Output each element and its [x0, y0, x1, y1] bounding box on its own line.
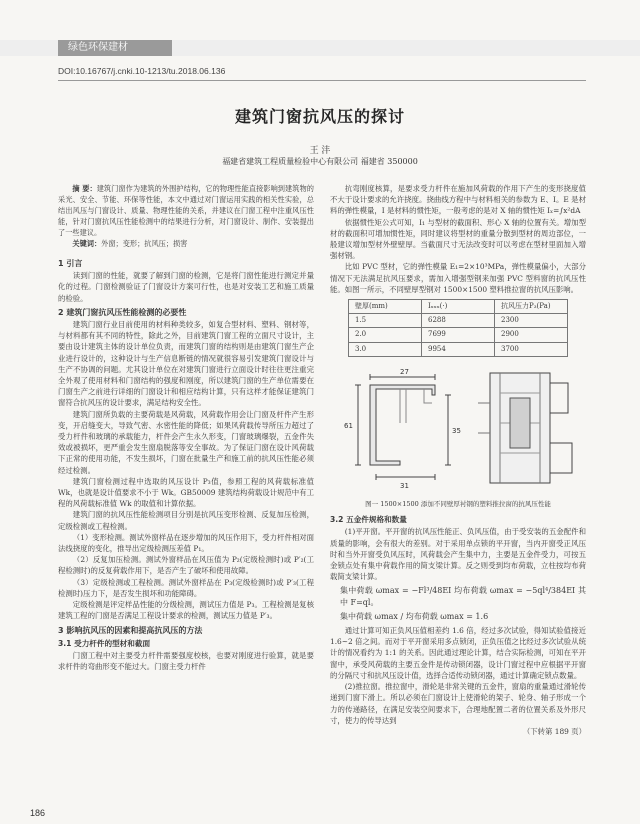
paragraph: 门窗工程中对主要受力杆件需要强度校核，也要对刚度进行验算，就是要求杆件的弯曲形变不能过大。门窗主受力杆件: [58, 650, 314, 672]
continued-note: （下转第 189 页）: [522, 726, 586, 736]
profile-cross-section-figure: [340, 363, 600, 495]
table-cell: 2.0: [349, 328, 422, 342]
paragraph: 建筑门窗的抗风压性能检测项目分别是抗风压变形检测、反复加压检测，定级检测或工程检测。: [58, 510, 314, 531]
table-cell: 9954: [422, 342, 495, 356]
table-header-cell: 壁厚(mm): [349, 300, 422, 314]
paragraph: 建筑门窗检测过程中选取的风压设计 P₃值，参照工程的风荷载标准值 Wk，也就是设计值要求不小于 Wk。GB50009 建筑结构荷载设计规范中有工程的风荷载标准值 Wk 的取值和计算依据。: [58, 476, 314, 509]
table-header-cell: 抗风压力P₃(Pa): [495, 300, 568, 314]
table-cell: 2900: [495, 328, 568, 342]
table-row: [349, 314, 568, 328]
table-cell: 7699: [422, 328, 495, 342]
equation: 集中荷载 ωmax / 均布荷载 ωmax = 1.6: [340, 611, 489, 621]
section-heading: 2 建筑门窗抗风压性能检测的必要性: [58, 307, 187, 317]
paragraph: 通过计算可知正负风压值相差约 1.6 倍，经过多次试验，得知试验值接近 1.6~2 倍之间。而对于平开窗采用多点锁闭，正负压值之比经过多次试验从统计的情况看约为 1:1 的关系。因此通过理论计算，结合实际检测，可知在平开窗中，承受风荷载的主要五金件是传动锁闭器，设计门窗过程中应根据平开窗的分隔尺寸和抗风压设计值，选择合适传动锁闭器，通过计算确定锁点数量。: [330, 626, 586, 680]
table-header-cell: Iₓₓₓ(·): [422, 300, 495, 314]
paragraph: 抗弯刚度核算，是要求受力杆件在施加风荷载的作用下产生的变形挠度值不大于设计要求的允许挠度。挠曲线方程中与材料相关的参数为 E、I。E 是材料的弹性模量，I 是材料的惯性矩，一般考虑的是对 X 轴的惯性矩 Iₓ=∫x²dA: [330, 184, 586, 216]
paragraph: （3）定级检测或工程检测。测试外窗样品在 P₃(定级检测时)或 P′₃(工程检测时)压力下，是否发生损坏和功能障碍。: [58, 577, 314, 598]
paragraph: 定级检测是评定样品性能的分级检测，测试压力值是 P₃。工程检测是复核建筑工程的门窗是否满足工程设计要求的检测，测试压力值是 P′₃。: [58, 600, 314, 621]
paragraph: 读到门窗的性能，就要了解到门窗的检测，它是将门窗性能进行测定并量化的过程。门窗检测验证了门窗设计方案可行性，也是对安装工艺和施工质量的检验。: [58, 271, 314, 303]
table-cell: 3.0: [349, 342, 422, 356]
table-cell: 2300: [495, 314, 568, 328]
paragraph: 建筑门窗所负载的主要荷载是风荷载，风荷载作用会让门窗及杆件产生形变，开启缝变大，导致气密、水密性能的降低；如果风荷载传导所压力超过了受力杆件和玻璃的承载能力，杆件会产生永久形变，门窗玻璃爆裂，五金件失效或被损坏，更严重会发生窗扇脱落等安全事故。为了保证门窗在设计风荷载下正常的使用功能，不发生损坏，门窗在批量生产和施工前的抗风压性能必须经过检测。: [58, 409, 314, 475]
section-tag: 绿色环保建材: [58, 40, 172, 56]
doi: DOI:10.16767/j.cnki.10-1213/tu.2018.06.136: [58, 66, 226, 76]
article-title: 建筑门窗抗风压的探讨: [234, 107, 405, 126]
subsection-heading: 3.1 受力杆件的型材和截面: [58, 638, 151, 648]
abstract-text: 建筑门窗作为建筑的外围护结构，它的物理性能直接影响到建筑物的采光、安全、节能、环保等性能，本文中通过对门窗运用实践的相关性实验，总结出风压与门窗设计、质量、物理性能的关系，并建议在门窗工程中注重风压性能，针对门窗抗风压性能检测中的结果进行分析，对门窗设计、制作、安装提出了一些建议。: [58, 184, 314, 237]
table-row: [349, 328, 568, 342]
data-table: [348, 299, 568, 357]
table-row: [349, 342, 568, 356]
paragraph: (1)平开窗。平开窗的抗风压性能正、负风压值，由于受安装的五金配件和质量的影响，会有很大的差别。对于采用单点锁的平开窗，当内开窗受正风压时和当外开窗受负风压时，风荷载会产生集中力，主要是五金件受力，可按五金锁点处有集中荷载作用的简支梁计算。反之则受到均布荷载，立柱按均布荷载简支梁计算。: [330, 527, 586, 582]
dim-label-top: 27: [400, 367, 409, 376]
page-number: 186: [30, 808, 46, 818]
abstract-label: 摘 要：: [72, 184, 97, 193]
left-column: [58, 183, 314, 672]
equation: 集中荷载 ωmax = −Fl³/48EI 均布荷载 ωmax = −5ql⁴/384EI 其中 F=ql。: [340, 586, 586, 607]
abstract: [58, 183, 314, 238]
header-rule: [58, 80, 586, 81]
table-header-row: [349, 300, 568, 314]
affiliation: 福建省建筑工程质量检验中心有限公司 福建省 350000: [222, 157, 418, 166]
keywords-label: 关键词：: [72, 239, 102, 248]
paragraph: 依据惯性矩公式可知，I₁ 与型材的截面积、形心 X 轴的位置有关。增加型材的截面积可增加惯性矩，同时建议将型材的重量分散到型材的周边部位，一般建议增加型材外壁壁厚。当截面尺寸无法改变时可以考虑在型材里面加入增强材钢。: [330, 217, 586, 261]
dim-label-bottom: 31: [400, 481, 409, 490]
section-heading: 1 引言: [58, 259, 83, 268]
keywords: [58, 238, 314, 249]
table-cell: 6288: [422, 314, 495, 328]
paragraph: (2)推拉窗。推拉窗中，滑轮是非常关键的五金件，窗扇的重量通过滑轮传递到门窗下滑上。所以必须在门窗设计上使滑轮的架子、轮身、轴子形成一个力的传递路径，在满足安装空间要求下，合理地配置二者的位置关系及外形尺寸，使力的传导达到: [330, 682, 586, 725]
paragraph: 比如 PVC 型材，它的弹性模量 E₁=2×10³MPa，弹性模量偏小，大部分情况下无法满足抗风压要求，需加入增强型钢来加强 PVC 型料窗的抗风压性能。如图一所示，不同壁厚型钢对 1500×1500 塑料推拉窗的抗风压影响。: [330, 262, 586, 294]
table-cell: 1.5: [349, 314, 422, 328]
paragraph: 建筑门窗行业目前使用的材料种类较多，如复合型材料、塑料、钢材等，与材料都有其不同的特性，除此之外，目前建筑门窗工程的立面尺寸设计，主要由设计建筑主体的设计单位负责，而建筑门窗的结构则是由建筑门窗生产企业进行设计的，这种设计与生产信息断链的情况就很容易引发建筑门窗设计与生产不协调的问题。尤其设计单位在对建筑门窗进行立面设计时往往更注重完全外观了使用材料和门窗结构的强度和刚度，所以建筑门窗的生产单位需要在门窗生产之前进行详细的门窗设计和相应结构计算，只有这样才能保证建筑门窗符合抗风压的设计要求，满足结构安全性。: [58, 320, 314, 408]
subsection-heading: 3.2 五金件规格和数量: [330, 515, 407, 525]
author: 王 沣: [309, 146, 331, 156]
table-cell: 3700: [495, 342, 568, 356]
dim-label-right: 35: [452, 426, 461, 435]
paragraph: （2）反复加压检测。测试外窗样品在风压值为 P₂(定级检测时)或 P′₂(工程检测时)的反复荷载作用下，是否产生了破坏和使用故障。: [58, 555, 314, 576]
figure-caption: 图一 1500×1500 添加不同壁厚衬钢的塑料推拉窗的抗风压性能: [365, 500, 551, 509]
dim-label-left: 61: [344, 421, 353, 430]
section-heading: 3 影响抗风压的因素和提高抗风压的方法: [58, 625, 203, 635]
paragraph: （1）变形检测。测试外窗样品在逐步增加的风压作用下，受力杆件相对面法线挠度的变化，推导出定级检测压差值 P₁。: [58, 532, 315, 554]
keywords-text: 外窗；变形；抗风压；损害: [101, 239, 188, 248]
right-column: [330, 183, 586, 737]
